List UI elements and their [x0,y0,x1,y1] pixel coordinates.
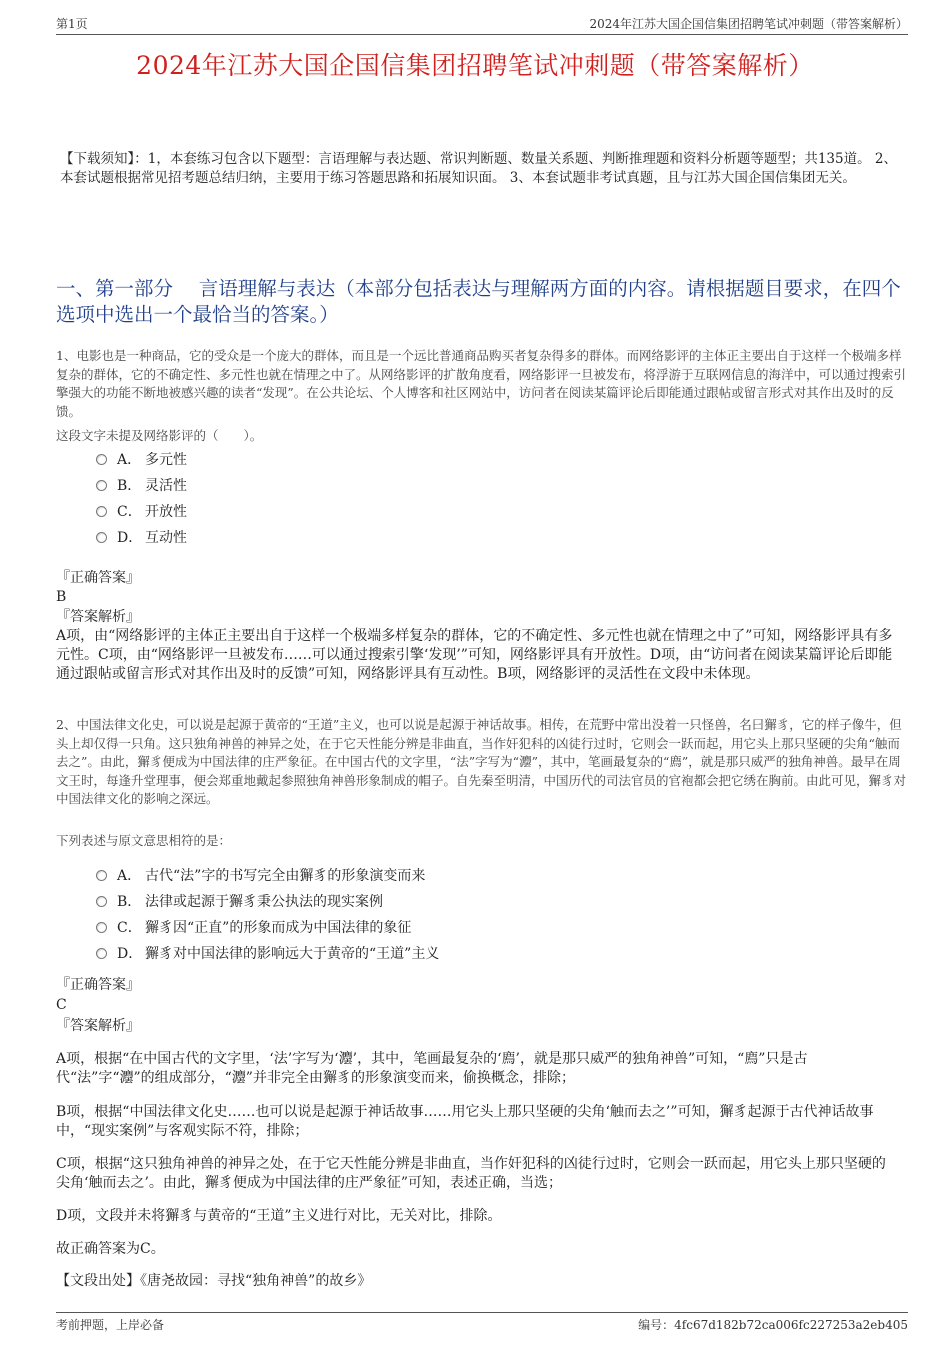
question-1-prompt: 这段文字未提及网络影评的（ ）。 [56,428,263,443]
analysis-label: 『答案解析』 [56,609,140,625]
document-title: 2024年江苏大国企国信集团招聘笔试冲刺题（带答案解析） [136,51,814,80]
radio-icon[interactable] [96,948,107,959]
analysis-paragraph: A项，根据“在中国古代的文字里，‘法’字写为‘灋’，其中，笔画最复杂的‘廌’，就是那只威严的独角神兽”可知，“廌”只是古代“法”字“灋”的组成部分，“灋”并非完全由獬豸的形象演变而来，偷换概念，排除； [56,1051,808,1086]
option-c[interactable] [96,498,856,524]
option-letter: C． [117,504,142,520]
option-letter: C． [117,920,142,936]
radio-icon[interactable] [96,922,107,933]
radio-icon[interactable] [96,870,107,881]
option-letter: B． [117,478,142,494]
option-text: 法律或起源于獬豸秉公执法的现实案例 [145,894,383,910]
option-c[interactable] [96,914,856,940]
header-doc-title: 2024年江苏大国企国信集团招聘笔试冲刺题（带答案解析） [589,17,908,31]
option-letter: D． [117,530,143,546]
section-heading: 一、第一部分 言语理解与表达（本部分包括表达与理解两方面的内容。请根据题目要求，在四个选项中选出一个最恰当的答案。） [56,277,901,326]
option-b[interactable] [96,472,856,498]
analysis-text: A项，由“网络影评的主体正主要出自于这样一个极端多样复杂的群体，它的不确定性、多元性也就在情理之中了”可知，网络影评具有多元性。C项，由“网络影评一旦被发布……可以通过搜索引擎‘发现’”可知，网络影评具有开放性。D项，由“访问者在阅读某篇评论后即能通过跟帖或留言形式对其作出及时的反馈”可知，网络影评具有互动性。B项，网络影评的灵活性在文段中未体现。 [56,628,893,682]
analysis-conclusion: 故正确答案为C。 [56,1241,165,1257]
option-text: 獬豸对中国法律的影响远大于黄帝的“王道”主义 [145,946,440,962]
option-text: 互动性 [145,530,187,546]
answer-label: 『正确答案』 [56,977,140,993]
option-letter: A． [117,868,142,884]
option-text: 开放性 [145,504,187,520]
radio-icon[interactable] [96,532,107,543]
question-1-options [96,446,856,550]
question-2-options [96,862,856,966]
footer-doc-id: 编号：4fc67d182b72ca006fc227253a2eb405 [638,1318,908,1332]
analysis-label: 『答案解析』 [56,1018,140,1034]
answer-value: B [56,589,67,605]
question-2-text: 2、中国法律文化史，可以说是起源于黄帝的“王道”主义，也可以说是起源于神话故事。相传，在荒野中常出没着一只怪兽，名曰獬豸，它的样子像牛，但头上却仅得一只角。这只独角神兽的神异之处，在于它天性能分辨是非曲直，当作奸犯科的凶徒行过时，它则会一跃而起，用它头上那只坚硬的尖角“触而去之”。由此，獬豸便成为中国法律的庄严象征。在中国古代的文字里，“法”字写为“灋”，其中，笔画最复杂的“廌”，就是那只威严的独角神兽。最早在周文王时，每逢升堂理事，便会郑重地戴起参照独角神兽形象制成的帽子。自先秦至明清，中国历代的司法官员的官袍都会把它绣在胸前。由此可见，獬豸对中国法律文化的影响之深远。 [56,717,907,806]
radio-icon[interactable] [96,480,107,491]
option-text: 古代“法”字的书写完全由獬豸的形象演变而来 [145,868,426,884]
option-d[interactable] [96,524,856,550]
analysis-paragraph: D项，文段并未将獬豸与黄帝的“王道”主义进行对比，无关对比，排除。 [56,1208,502,1224]
answer-label: 『正确答案』 [56,570,140,586]
analysis-paragraph: B项，根据“中国法律文化史……也可以说是起源于神话故事……用它头上那只坚硬的尖角‘触而去之’”可知，獬豸起源于古代神话故事中，“现实案例”与客观实际不符，排除； [56,1104,874,1139]
option-text: 灵活性 [145,478,187,494]
option-letter: B． [117,894,142,910]
option-a[interactable] [96,446,856,472]
analysis-paragraph: C项，根据“这只独角神兽的神异之处，在于它天性能分辨是非曲直，当作奸犯科的凶徒行过时，它则会一跃而起，用它头上那只坚硬的尖角‘触而去之’。由此，獬豸便成为中国法律的庄严象征”可知，表述正确，当选； [56,1156,886,1191]
option-text: 多元性 [145,452,187,468]
question-2-prompt: 下列表述与原文意思相符的是： [56,833,232,848]
footer-slogan: 考前押题，上岸必备 [56,1318,165,1332]
radio-icon[interactable] [96,454,107,465]
radio-icon[interactable] [96,896,107,907]
option-a[interactable] [96,862,856,888]
option-text: 獬豸因“正直”的形象而成为中国法律的象征 [145,920,412,936]
option-b[interactable] [96,888,856,914]
option-letter: D． [117,946,143,962]
source-citation: 【文段出处】《唐尧故园：寻找“独角神兽”的故乡》 [56,1273,372,1289]
radio-icon[interactable] [96,506,107,517]
page-number: 第1页 [56,17,88,31]
option-d[interactable] [96,940,856,966]
page-header [56,14,908,35]
question-1-text: 1、电影也是一种商品，它的受众是一个庞大的群体，而且是一个远比普通商品购买者复杂得多的群体。而网络影评的主体正主要出自于这样一个极端多样复杂的群体，它的不确定性、多元性也就在情理之中了。从网络影评的扩散角度看，网络影评一旦被发布，将浮游于互联网信息的海洋中，可以通过搜索引擎强大的功能不断地被感兴趣的读者“发现”。在公共论坛、个人博客和社区网站中，访问者在阅读某篇评论后即能通过跟帖或留言形式对其作出及时的反馈。 [56,348,907,419]
download-notice: 【下载须知】：1，本套练习包含以下题型：言语理解与表达题、常识判断题、数量关系题、判断推理题和资料分析题等题型；共135道。 2、本套试题根据常见招考题总结归纳，主要用于练习答题思路和拓展知识面。 3、本套试题非考试真题，且与江苏大国企国信集团无关。 [60,151,897,186]
page-footer [56,1312,908,1333]
option-letter: A． [117,452,142,468]
answer-value: C [56,997,67,1013]
